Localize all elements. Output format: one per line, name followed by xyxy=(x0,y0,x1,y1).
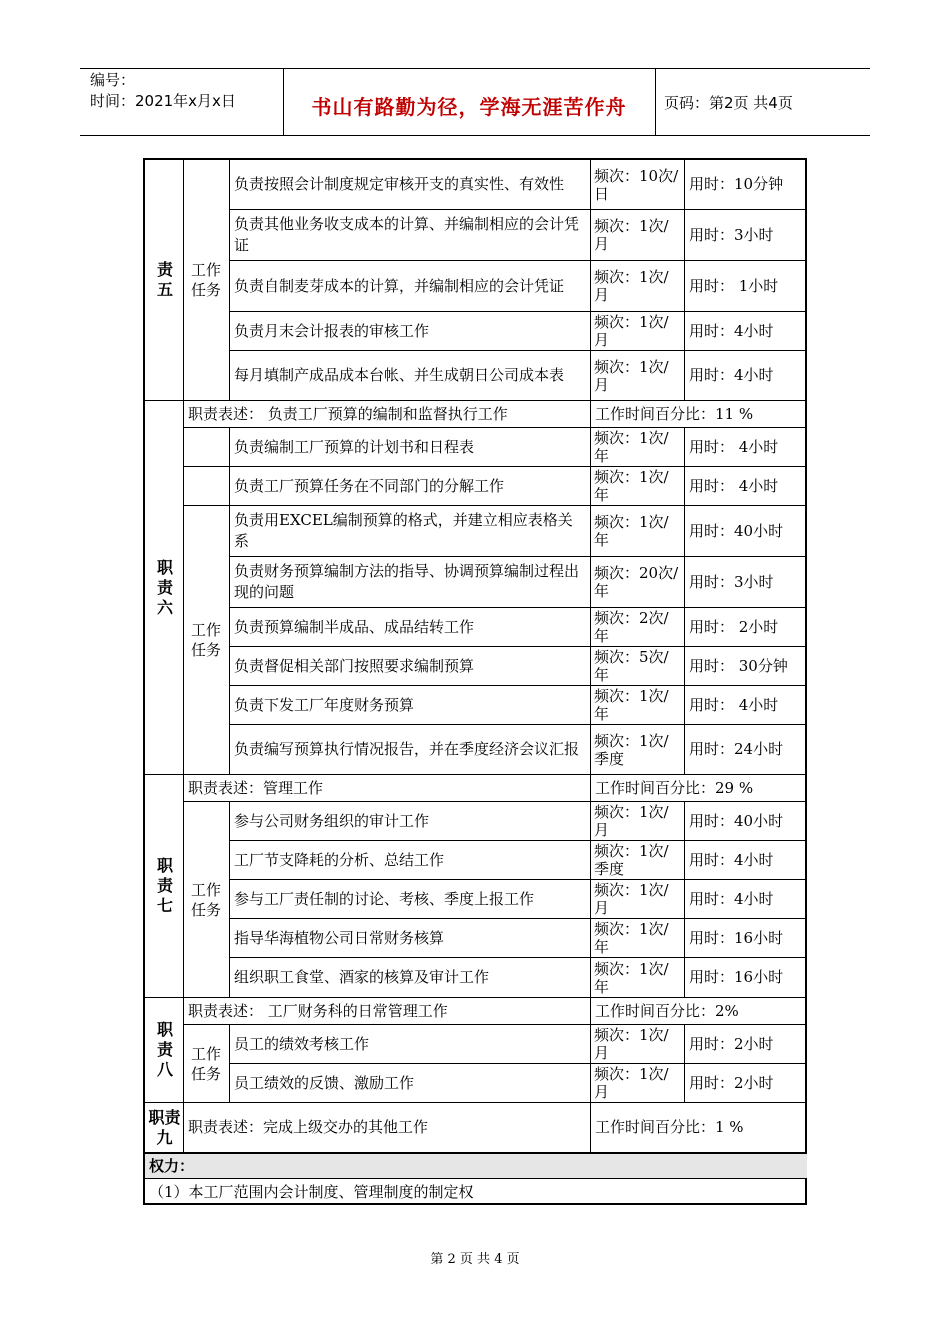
doc-number-label: 编号： xyxy=(90,71,136,89)
header-top-rule xyxy=(80,68,870,69)
duty-9-label: 职责九 xyxy=(148,1107,181,1147)
powers-label: 权力： xyxy=(149,1157,195,1175)
duty-8-summary: 职责表述： 工厂财务科的日常管理工作 xyxy=(188,1001,448,1020)
task-text: 负责编制工厂预算的计划书和日程表 xyxy=(234,437,475,456)
task-duration: 用时： 4小时 xyxy=(689,476,779,495)
duty-7-percent: 工作时间百分比：29 % xyxy=(595,778,754,797)
task-duration: 用时： 30分钟 xyxy=(689,656,788,675)
powers-header-bg xyxy=(145,1154,807,1178)
task-text: 负责工厂预算任务在不同部门的分解工作 xyxy=(234,476,505,495)
task-frequency: 频次：1次/月 xyxy=(594,1026,669,1062)
task-frequency: 频次：1次/月 xyxy=(594,268,669,304)
task-frequency: 频次：1次/月 xyxy=(594,357,669,394)
task-duration: 用时：4小时 xyxy=(689,850,774,869)
task-duration: 用时：3小时 xyxy=(689,225,774,244)
duty-5-tasks-label: 工作任务 xyxy=(190,261,221,299)
task-duration: 用时：10分钟 xyxy=(689,175,784,193)
task-text: 负责督促相关部门按照要求编制预算 xyxy=(234,656,475,675)
task-frequency: 频次：20次/年 xyxy=(594,564,679,600)
duty-7-label: 职责七 xyxy=(156,856,173,915)
page-footer: 第 2 页 共 4 页 xyxy=(430,1252,520,1267)
duty-table xyxy=(143,158,807,1205)
task-frequency: 频次：1次/月 xyxy=(594,217,669,253)
task-text: 负责预算编制半成品、成品结转工作 xyxy=(234,617,475,636)
task-text: 负责月末会计报表的审核工作 xyxy=(234,321,430,340)
grid-line xyxy=(145,1178,807,1179)
duty-8-percent: 工作时间百分比：2% xyxy=(595,1001,739,1020)
task-duration: 用时：24小时 xyxy=(689,740,784,758)
task-frequency: 频次：1次/年 xyxy=(594,468,669,504)
task-frequency: 频次：1次/年 xyxy=(594,959,669,996)
task-text: 负责按照会计制度规定审核开支的真实性、有效性 xyxy=(234,175,565,193)
header-bottom-rule xyxy=(80,135,870,136)
duty-5-label: 责五 xyxy=(156,260,173,299)
task-frequency: 频次：5次/年 xyxy=(594,648,669,684)
task-text: 负责其他业务收支成本的计算、并编制相应的会计凭证 xyxy=(234,215,580,254)
task-text: 参与工厂责任制的讨论、考核、季度上报工作 xyxy=(234,889,535,908)
task-text: 负责用EXCEL编制预算的格式，并建立相应表格关系 xyxy=(234,511,573,550)
task-duration: 用时： 2小时 xyxy=(689,617,779,636)
task-frequency: 频次：1次/月 xyxy=(594,313,669,349)
task-text: 负责下发工厂年度财务预算 xyxy=(234,695,415,714)
task-text: 参与公司财务组织的审计工作 xyxy=(234,811,430,830)
task-duration: 用时：16小时 xyxy=(689,968,784,986)
task-frequency: 频次：1次/月 xyxy=(594,803,669,839)
task-frequency: 频次：1次/月 xyxy=(594,881,669,917)
task-text: 指导华海植物公司日常财务核算 xyxy=(234,928,445,947)
task-duration: 用时：3小时 xyxy=(689,572,774,591)
duty-7-summary: 职责表述：管理工作 xyxy=(188,778,324,797)
task-frequency: 频次：1次/年 xyxy=(594,429,669,465)
duty-6-tasks-label: 工作任务 xyxy=(190,621,221,659)
task-text: 负责财务预算编制方法的指导、协调预算编制过程出现的问题 xyxy=(234,562,580,601)
task-text: 员工绩效的反馈、激励工作 xyxy=(234,1073,415,1092)
powers-item: （1）本工厂范围内会计制度、管理制度的制定权 xyxy=(149,1183,474,1201)
task-duration: 用时：40小时 xyxy=(689,811,784,830)
task-frequency: 频次：1次/月 xyxy=(594,1065,669,1101)
task-duration: 用时：4小时 xyxy=(689,321,774,340)
duty-6-percent: 工作时间百分比：11 % xyxy=(595,404,754,423)
task-text: 员工的绩效考核工作 xyxy=(234,1034,370,1053)
task-frequency: 频次：1次/季度 xyxy=(594,731,669,768)
task-duration: 用时： 4小时 xyxy=(689,695,779,714)
duty-8-tasks-label: 工作任务 xyxy=(190,1044,221,1083)
task-text: 工厂节支降耗的分析、总结工作 xyxy=(234,850,445,869)
task-frequency: 频次：1次/年 xyxy=(594,920,669,956)
duty-9-percent: 工作时间百分比：1 % xyxy=(595,1118,744,1136)
task-duration: 用时：4小时 xyxy=(689,366,774,384)
task-text: 组织职工食堂、酒家的核算及审计工作 xyxy=(234,968,490,986)
task-frequency: 频次：1次/年 xyxy=(594,513,669,549)
task-duration: 用时：40小时 xyxy=(689,521,784,540)
task-duration: 用时：16小时 xyxy=(689,928,784,947)
task-duration: 用时： 4小时 xyxy=(689,437,779,456)
task-frequency: 频次：1次/年 xyxy=(594,687,669,723)
header-meta xyxy=(90,70,236,112)
duty-6-label: 职责六 xyxy=(156,557,173,617)
task-text: 负责编写预算执行情况报告，并在季度经济会议汇报 xyxy=(234,740,580,758)
header-page-number: 页码：第2页 共4页 xyxy=(664,94,793,112)
doc-date-label: 时间：2021年x月x日 xyxy=(90,92,236,110)
task-frequency: 频次：2次/年 xyxy=(594,609,669,645)
duty-8-label: 职责八 xyxy=(156,1020,173,1079)
task-frequency: 频次：10次/日 xyxy=(594,166,679,203)
duty-6-summary: 职责表述： 负责工厂预算的编制和监督执行工作 xyxy=(188,404,508,423)
duty-9-summary: 职责表述：完成上级交办的其他工作 xyxy=(188,1118,429,1136)
task-duration: 用时：4小时 xyxy=(689,889,774,908)
task-duration: 用时： 1小时 xyxy=(689,276,779,295)
header-motto: 书山有路勤为径，学海无涯苦作舟 xyxy=(311,95,627,119)
task-duration: 用时：2小时 xyxy=(689,1034,774,1053)
header-divider-2 xyxy=(655,68,656,135)
duty-7-tasks-label: 工作任务 xyxy=(190,880,221,919)
task-frequency: 频次：1次/季度 xyxy=(594,842,669,878)
task-text: 负责自制麦芽成本的计算，并编制相应的会计凭证 xyxy=(234,276,565,295)
task-text: 每月填制产成品成本台帐、并生成朝日公司成本表 xyxy=(234,366,565,384)
task-duration: 用时：2小时 xyxy=(689,1073,774,1092)
